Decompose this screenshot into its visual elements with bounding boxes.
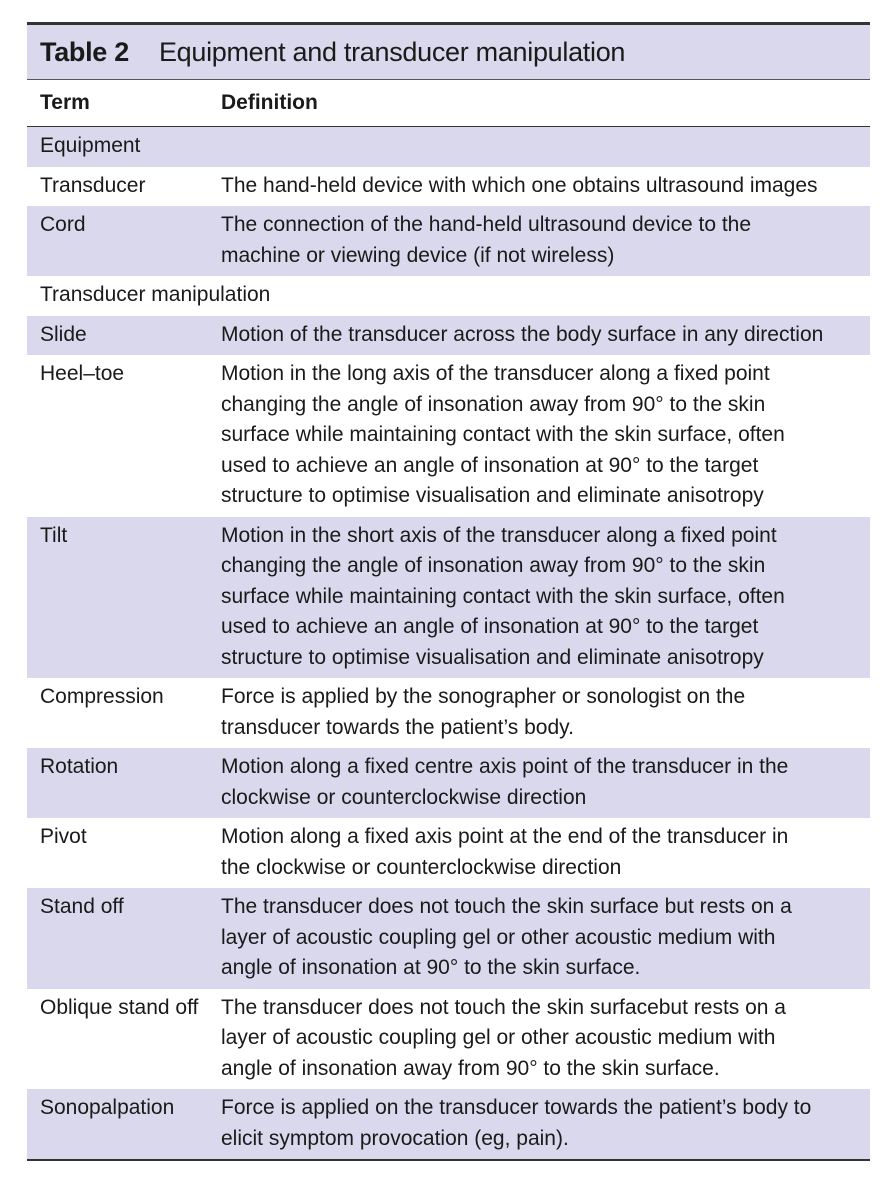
- definition-line: machine or viewing device (if not wireless): [221, 243, 615, 267]
- definition-line: layer of acoustic coupling gel or other acoustic medium with: [221, 925, 776, 949]
- definition-line: Motion along a fixed centre axis point of the transducer in the: [221, 755, 789, 778]
- definition-cell: [221, 1093, 870, 1154]
- bottom-rule: [27, 1159, 870, 1161]
- definition-line: Motion in the short axis of the transducer along a fixed point: [221, 523, 777, 547]
- section-label: Transducer manipulation: [40, 283, 271, 306]
- table-row: [27, 517, 870, 679]
- definition-line: clockwise or counterclockwise direction: [221, 785, 587, 809]
- definition-line: used to achieve an angle of insonation at 90° to the target: [221, 615, 759, 638]
- definition-line: the clockwise or counterclockwise direction: [221, 855, 622, 879]
- definition-line: The transducer does not touch the skin surfacebut rests on a: [221, 995, 786, 1019]
- definition-line: angle of insonation at 90° to the skin surface.: [221, 956, 641, 979]
- definition-line: The transducer does not touch the skin surface but rests on a: [221, 895, 792, 918]
- definition-line: The connection of the hand-held ultrasound device to the: [221, 213, 752, 236]
- definition-line: structure to optimise visualisation and eliminate anisotropy: [221, 484, 764, 507]
- definition-cell: [221, 171, 870, 202]
- definition-line: The hand-held device with which one obtains ultrasound images: [221, 173, 818, 197]
- table-header-row: [27, 80, 870, 127]
- table-row: [27, 355, 870, 517]
- term-cell: Heel–toe: [40, 362, 125, 385]
- definition-line: changing the angle of insonation away from 90° to the skin: [221, 554, 766, 577]
- definition-line: angle of insonation away from 90° to the skin surface.: [221, 1056, 720, 1080]
- table-label: Table 2: [40, 36, 129, 67]
- term-cell: Rotation: [40, 755, 119, 778]
- definition-cell: [221, 682, 870, 743]
- definition-line: elicit symptom provocation (eg, pain).: [221, 1126, 569, 1150]
- definition-line: used to achieve an angle of insonation at 90° to the target: [221, 453, 759, 477]
- definition-line: layer of acoustic coupling gel or other acoustic medium with: [221, 1026, 776, 1049]
- term-cell: Cord: [40, 213, 86, 236]
- table-body: [27, 127, 870, 1159]
- table-row: [27, 748, 870, 818]
- definition-line: transducer towards the patient’s body.: [221, 715, 574, 739]
- definitions-table: [27, 22, 870, 1161]
- term-cell: Slide: [40, 322, 87, 346]
- table-title: Equipment and transducer manipulation: [158, 36, 626, 67]
- definition-line: Motion along a fixed axis point at the end of the transducer in: [221, 825, 789, 848]
- term-cell: Sonopalpation: [40, 1096, 175, 1119]
- table-row: [27, 888, 870, 989]
- definition-line: surface while maintaining contact with the skin surface, often: [221, 423, 785, 446]
- definition-line: surface while maintaining contact with the skin surface, often: [221, 584, 785, 608]
- definition-cell: [221, 752, 870, 813]
- header-definition: Definition: [221, 91, 318, 114]
- term-cell: Pivot: [40, 825, 87, 848]
- term-cell: Oblique stand off: [40, 995, 199, 1019]
- definition-cell: [221, 822, 870, 883]
- definition-line: Force is applied by the sonographer or sonologist on the: [221, 685, 746, 708]
- table-row: [27, 167, 870, 207]
- table-row: [27, 818, 870, 888]
- term-cell: Tilt: [40, 523, 68, 547]
- table-row: [27, 316, 870, 356]
- definition-line: Motion of the transducer across the body surface in any direction: [221, 322, 824, 346]
- table-row: [27, 1089, 870, 1159]
- table-row: [27, 989, 870, 1090]
- term-cell: Transducer: [40, 173, 146, 197]
- definition-cell: [221, 320, 870, 351]
- definition-line: Force is applied on the transducer towards the patient’s body to: [221, 1096, 812, 1119]
- definition-line: structure to optimise visualisation and eliminate anisotropy: [221, 645, 764, 669]
- term-cell: Compression: [40, 685, 164, 708]
- definition-cell: [221, 359, 870, 512]
- table-row: [27, 206, 870, 276]
- definition-cell: [221, 892, 870, 984]
- section-label: Equipment: [40, 134, 141, 157]
- section-row: [27, 127, 870, 167]
- section-row: [27, 276, 870, 316]
- table-caption: [27, 25, 870, 80]
- term-cell: Stand off: [40, 895, 124, 918]
- definition-cell: [221, 993, 870, 1085]
- table-row: [27, 678, 870, 748]
- header-term: Term: [40, 91, 90, 114]
- definition-line: Motion in the long axis of the transducer along a fixed point: [221, 362, 770, 385]
- definition-line: changing the angle of insonation away from 90° to the skin: [221, 392, 766, 416]
- definition-cell: [221, 210, 870, 271]
- definition-cell: [221, 521, 870, 674]
